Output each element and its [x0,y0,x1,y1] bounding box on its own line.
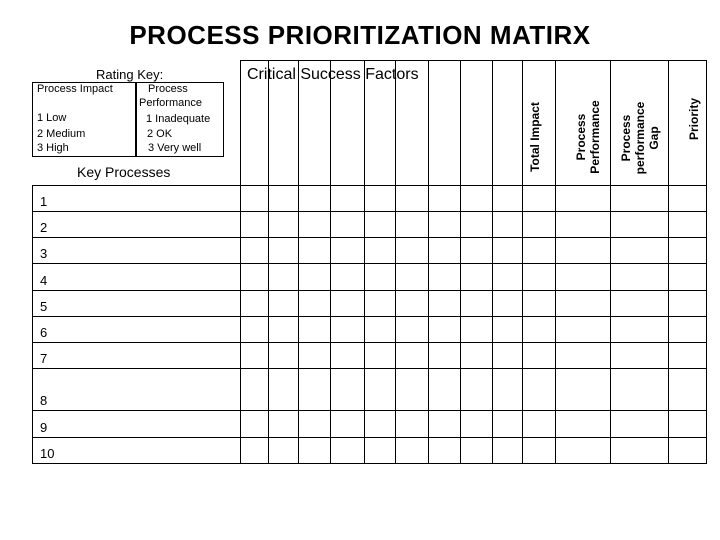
grid-row-line [32,237,707,238]
grid-column-line [268,60,269,464]
grid-column-line [610,60,611,464]
impact-heading: Process Impact [37,83,113,95]
performance-heading-2: Performance [139,97,202,109]
grid-row-line [32,185,707,186]
row-number: 1 [40,194,48,209]
grid-column-line [460,60,461,464]
grid-row-line [32,316,707,317]
grid-column-line [555,60,556,464]
grid-column-line [364,60,365,464]
performance-gap-header: Process performance Gap [619,101,661,175]
impact-level-high: 3 High [37,142,69,154]
impact-level-low: 1 Low [37,112,67,124]
grid-column-line [428,60,429,464]
impact-level-medium: 2 Medium [37,128,86,140]
key-processes-label: Key Processes [77,164,171,180]
grid-row-line [32,368,707,369]
grid-row-line [32,437,707,438]
row-number: 6 [40,325,48,340]
grid-row-line [32,410,707,411]
grid-column-line [706,60,707,464]
grid-column-line [240,60,241,464]
row-number: 9 [40,420,48,435]
grid-top-line [240,60,707,61]
page-title: PROCESS PRIORITIZATION MATIRX [129,20,591,50]
performance-level-very-well: 3 Very well [148,142,202,154]
row-number: 5 [40,299,48,314]
grid-row-line [32,211,707,212]
row-number: 10 [40,446,55,461]
row-number: 3 [40,246,48,261]
grid-column-line [298,60,299,464]
csf-label: Critical Success Factors [247,66,419,83]
grid-column-line [395,60,396,464]
grid-column-line [522,60,523,464]
performance-heading-1: Process [148,83,188,95]
grid-column-line [330,60,331,464]
grid-left-line [32,185,33,464]
grid-row-line [32,290,707,291]
grid-column-line [668,60,669,464]
grid-row-line [32,263,707,264]
row-number: 8 [40,393,48,408]
row-number: 2 [40,220,48,235]
rating-key-label: Rating Key: [96,67,164,82]
grid-row-line [32,463,707,464]
performance-level-ok: 2 OK [147,128,173,140]
row-number: 7 [40,351,48,366]
performance-level-inadequate: 1 Inadequate [146,113,211,125]
grid-column-line [492,60,493,464]
total-impact-header: Total Impact [528,102,542,172]
grid-row-line [32,342,707,343]
row-number: 4 [40,273,48,288]
priority-header: Priority [687,98,701,141]
process-performance-header: Process Performance [574,100,602,174]
